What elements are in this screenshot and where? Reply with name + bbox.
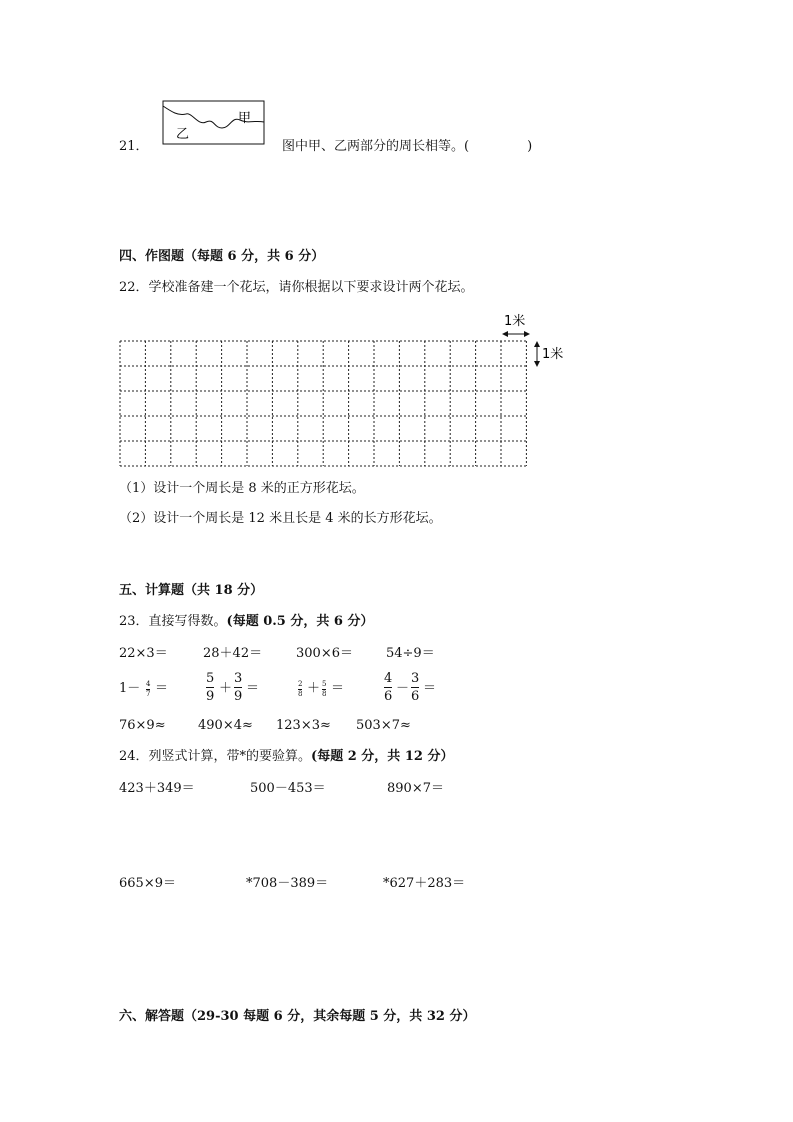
vertical-calc-item: 500－453＝ [250, 781, 326, 796]
fraction-bar [411, 687, 419, 688]
section-5-heading: 五、计算题（共 18 分） [119, 583, 264, 598]
fraction-bar [384, 687, 392, 688]
denominator: 6 [411, 689, 420, 704]
question-24-score-note: (每题 2 分，共 12 分） [311, 749, 454, 764]
calc-item: 22×3＝ [119, 646, 168, 661]
calc-item: 54÷9＝ [386, 646, 435, 661]
calc-item-fraction-a-prefix: 1－ [119, 681, 141, 696]
denominator: 6 [384, 689, 393, 704]
question-22-text: 22．学校准备建一个花坛，请你根据以下要求设计两个花坛。 [119, 280, 474, 295]
numerator: 5 [206, 671, 215, 686]
question-24-statement: 24．列竖式计算，带*的要验算。 [119, 749, 312, 764]
question-23-text [119, 614, 373, 630]
denominator: 8 [298, 690, 303, 698]
question-22-grid[interactable] [118, 310, 578, 472]
dashed-grid [120, 341, 526, 466]
denominator: 8 [322, 690, 327, 698]
fraction-4-6 [384, 672, 392, 703]
numerator: 4 [384, 671, 393, 686]
top-arrow-head-left [502, 331, 508, 337]
numerator: 5 [322, 680, 327, 688]
figure-label-yi: 乙 [176, 127, 190, 142]
fraction-3-6 [411, 672, 419, 703]
numerator: 2 [298, 680, 303, 688]
top-arrow-head-right [524, 331, 530, 337]
plus-sign: ＋ [219, 681, 233, 696]
vertical-calc-item: 423＋349＝ [119, 781, 195, 796]
fraction-2-8 [298, 681, 302, 698]
equals-sign: ＝ [246, 681, 260, 696]
side-arrow-head-top [534, 341, 540, 347]
calc-item: 300×6＝ [296, 646, 353, 661]
vertical-calc-item: 890×7＝ [387, 781, 444, 796]
question-21-statement: 图中甲、乙两部分的周长相等。( [282, 139, 470, 154]
question-21-figure [162, 100, 265, 145]
question-22-part-2: （2）设计一个周长是 12 米且长是 4 米的长方形花坛。 [119, 511, 442, 526]
numerator: 3 [411, 671, 420, 686]
denominator: 9 [234, 689, 243, 704]
vertical-calc-item: *708－389＝ [246, 876, 329, 891]
question-23-score-note: (每题 0.5 分，共 6 分） [226, 614, 374, 629]
question-21-close-paren: ) [527, 139, 533, 154]
minus-sign: － [396, 681, 410, 696]
fraction-4-7 [146, 681, 150, 698]
calc-item: 490×4≈ [198, 718, 253, 733]
side-arrow-head-bottom [534, 361, 540, 367]
section-6-heading: 六、解答题（29-30 每题 6 分，其余每题 5 分，共 32 分） [119, 1009, 476, 1024]
vertical-calc-item: *627＋283＝ [383, 876, 466, 891]
question-24-text [119, 749, 453, 765]
question-22-part-1: （1）设计一个周长是 8 米的正方形花坛。 [119, 481, 365, 496]
fraction-3-9 [234, 672, 242, 703]
calc-item: 28＋42＝ [203, 646, 263, 661]
fraction-bar [206, 687, 214, 688]
figure-label-jia: 甲 [238, 111, 252, 126]
calc-item: 123×3≈ [276, 718, 331, 733]
question-21-number: 21． [119, 139, 149, 154]
denominator: 9 [206, 689, 215, 704]
question-21-text [282, 139, 532, 155]
equals-sign: ＝ [423, 681, 437, 696]
denominator: 7 [146, 690, 151, 698]
fraction-bar [234, 687, 242, 688]
numerator: 3 [234, 671, 243, 686]
numerator: 4 [146, 680, 151, 688]
calc-item: 503×7≈ [356, 718, 411, 733]
equals-sign: ＝ [331, 681, 345, 696]
plus-sign: ＋ [307, 681, 321, 696]
question-23-statement: 23．直接写得数。 [119, 614, 227, 629]
fraction-5-8 [322, 681, 326, 698]
equals-sign: ＝ [155, 681, 169, 696]
fraction-5-9 [206, 672, 214, 703]
side-unit-label: 1米 [542, 347, 564, 362]
top-unit-label: 1米 [504, 314, 526, 329]
vertical-calc-item: 665×9＝ [119, 876, 176, 891]
section-4-heading: 四、作图题（每题 6 分，共 6 分） [119, 249, 325, 264]
calc-item: 76×9≈ [119, 718, 166, 733]
